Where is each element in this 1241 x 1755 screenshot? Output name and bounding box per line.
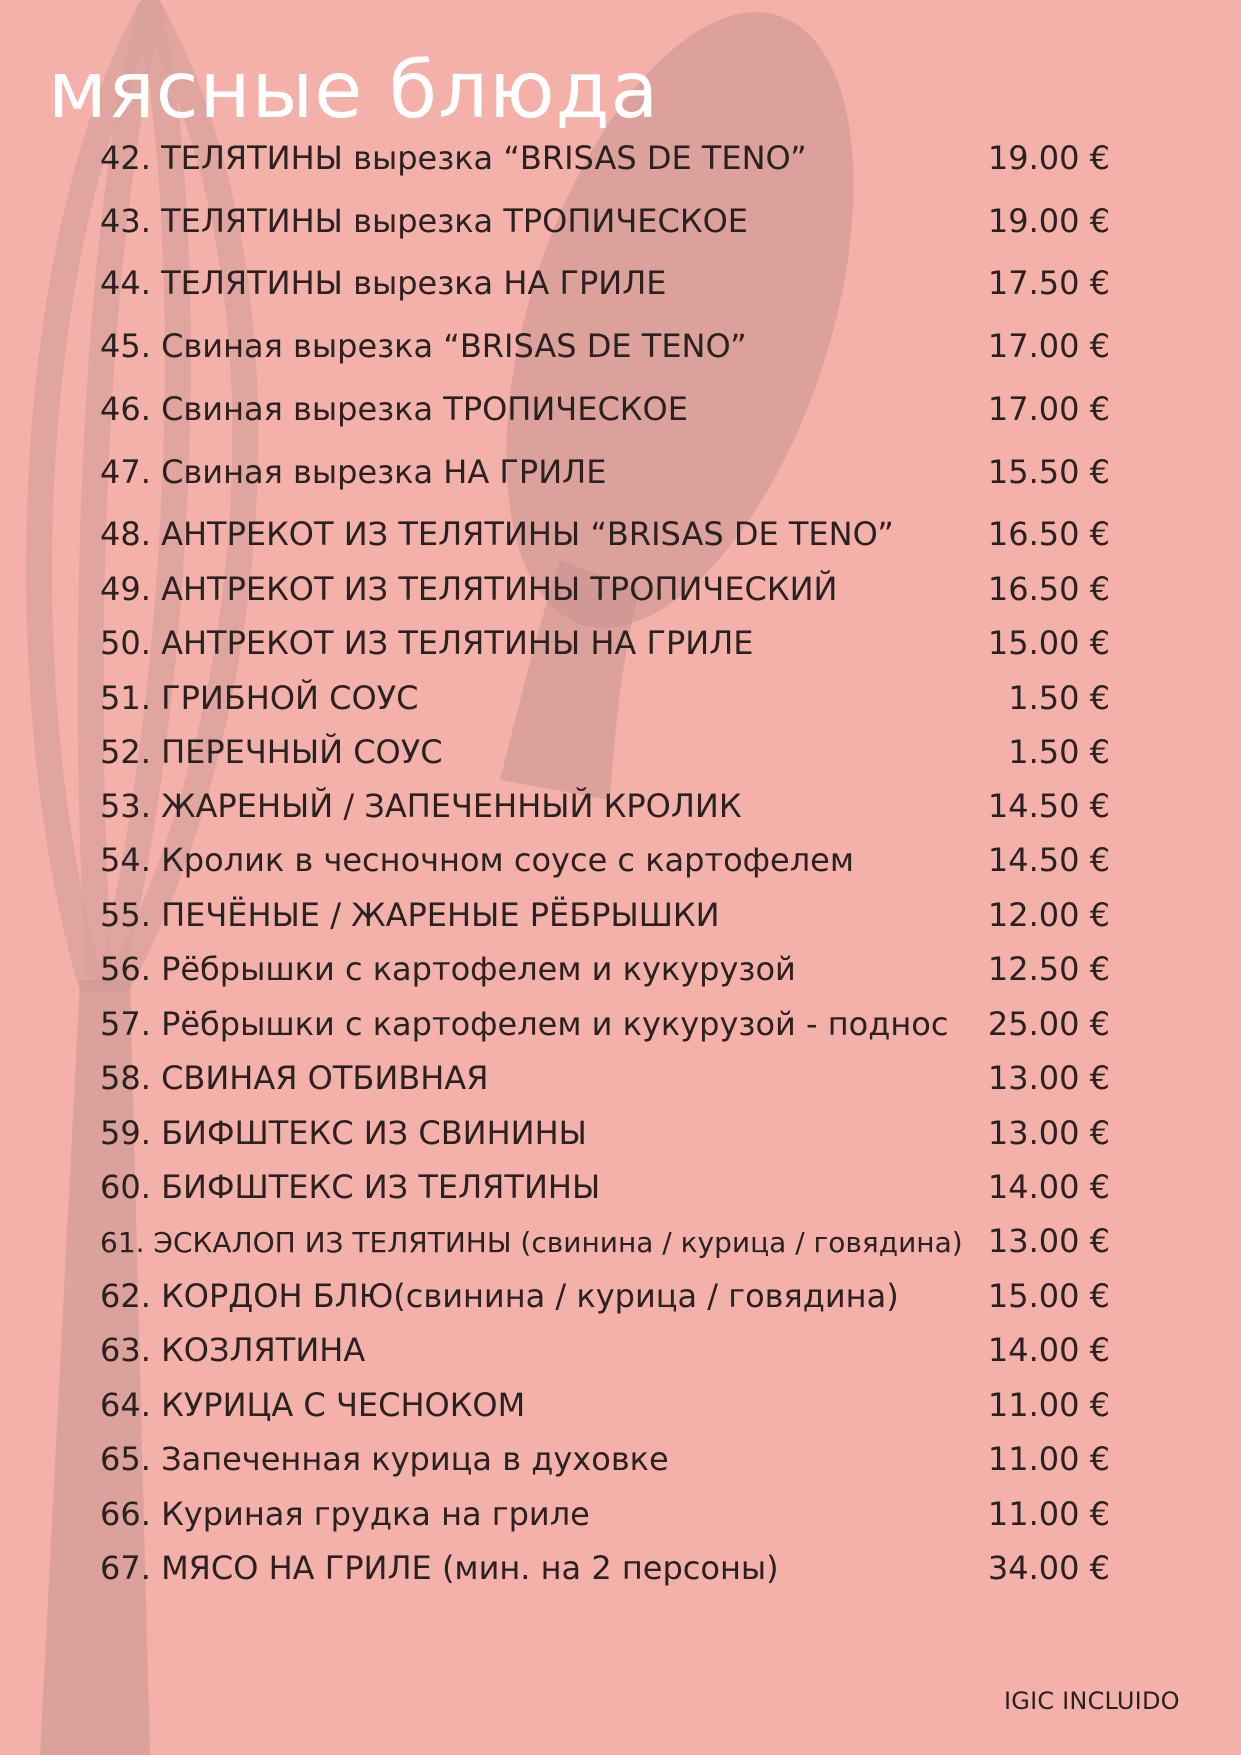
menu-item-price: 14.00 € — [987, 1168, 1110, 1206]
menu-item-name: 52. ПЕРЕЧНЫЙ СОУС — [100, 733, 443, 771]
menu-item — [100, 896, 1110, 934]
menu-item — [100, 570, 1110, 608]
menu-item — [100, 1440, 1110, 1478]
menu-item-price: 11.00 € — [987, 1440, 1110, 1478]
menu-item-name: 42. ТЕЛЯТИНЫ вырезка “BRISAS DE TENO” — [100, 139, 807, 177]
menu-item-name: 65. Запеченная курица в духовке — [100, 1440, 669, 1478]
menu-item-price: 16.50 € — [987, 570, 1110, 608]
menu-item-name: 49. АНТРЕКОТ ИЗ ТЕЛЯТИНЫ ТРОПИЧЕСКИЙ — [100, 570, 838, 608]
menu-item-price: 14.50 € — [987, 841, 1110, 879]
menu-item-price: 16.50 € — [987, 515, 1110, 553]
menu-item-price: 25.00 € — [987, 1005, 1110, 1043]
menu-item-price: 12.50 € — [987, 950, 1110, 988]
menu-item-name: 54. Кролик в чесночном соусе с картофелем — [100, 841, 854, 879]
menu-item-price: 34.00 € — [987, 1549, 1110, 1587]
menu-item — [100, 1277, 1110, 1315]
menu-item-name: 60. БИФШТЕКС ИЗ ТЕЛЯТИНЫ — [100, 1168, 601, 1206]
menu-item-name: 58. СВИНАЯ ОТБИВНАЯ — [100, 1059, 489, 1097]
menu-item — [100, 1386, 1110, 1424]
menu-item-price: 1.50 € — [1008, 733, 1110, 771]
menu-item-name: 66. Куриная грудка на гриле — [100, 1495, 590, 1533]
menu-item — [100, 139, 1110, 177]
menu-item-name: 63. КОЗЛЯТИНА — [100, 1331, 366, 1369]
menu-item-name: 57. Рёбрышки с картофелем и кукурузой - поднос — [100, 1005, 949, 1043]
menu-item-name: 51. ГРИБНОЙ СОУС — [100, 679, 419, 717]
menu-item-price: 13.00 € — [987, 1114, 1110, 1152]
menu-item-price: 15.00 € — [987, 624, 1110, 662]
menu-item-price: 15.50 € — [987, 453, 1110, 491]
menu-item-name: 67. МЯСО НА ГРИЛЕ (мин. на 2 персоны) — [100, 1549, 779, 1587]
menu-item — [100, 327, 1110, 365]
menu-item-price: 15.00 € — [987, 1277, 1110, 1315]
menu-item-name: 53. ЖАРЕНЫЙ / ЗАПЕЧЕННЫЙ КРОЛИК — [100, 787, 742, 825]
menu-item — [100, 453, 1110, 491]
menu-item — [100, 787, 1110, 825]
menu-item — [100, 679, 1110, 717]
menu-item-price: 13.00 € — [987, 1222, 1110, 1260]
menu-item — [100, 202, 1110, 240]
menu-item — [100, 264, 1110, 302]
menu-item-name: 61. ЭСКАЛОП ИЗ ТЕЛЯТИНЫ (свинина / курица / говядина) — [100, 1226, 963, 1259]
menu-item-name: 56. Рёбрышки с картофелем и кукурузой — [100, 950, 796, 988]
menu-item-name: 59. БИФШТЕКС ИЗ СВИНИНЫ — [100, 1114, 587, 1152]
menu-item — [100, 624, 1110, 662]
menu-item — [100, 1005, 1110, 1043]
menu-item — [100, 1059, 1110, 1097]
menu-item-price: 11.00 € — [987, 1386, 1110, 1424]
menu-item — [100, 1114, 1110, 1152]
menu-item-price: 17.50 € — [987, 264, 1110, 302]
menu-item-price: 19.00 € — [987, 139, 1110, 177]
menu-item-name: 46. Свиная вырезка ТРОПИЧЕСКОЕ — [100, 390, 688, 428]
menu-item-price: 17.00 € — [987, 390, 1110, 428]
menu-item-name: 47. Свиная вырезка НА ГРИЛЕ — [100, 453, 607, 491]
menu-item-name: 55. ПЕЧЁНЫЕ / ЖАРЕНЫЕ РЁБРЫШКИ — [100, 896, 720, 934]
menu-item — [100, 1222, 1110, 1260]
menu-item — [100, 841, 1110, 879]
menu-item — [100, 1168, 1110, 1206]
menu-item — [100, 1495, 1110, 1533]
menu-item — [100, 1331, 1110, 1369]
tax-note: IGIC INCLUIDO — [1004, 1687, 1180, 1715]
menu-item — [100, 950, 1110, 988]
menu-item-price: 17.00 € — [987, 327, 1110, 365]
menu-item — [100, 1549, 1110, 1587]
menu-item-name: 50. АНТРЕКОТ ИЗ ТЕЛЯТИНЫ НА ГРИЛЕ — [100, 624, 754, 662]
menu-item-price: 14.00 € — [987, 1331, 1110, 1369]
menu-item-name: 44. ТЕЛЯТИНЫ вырезка НА ГРИЛЕ — [100, 264, 667, 302]
menu-item — [100, 733, 1110, 771]
menu-item-name: 64. КУРИЦА С ЧЕСНОКОМ — [100, 1386, 526, 1424]
menu-item-name: 62. КОРДОН БЛЮ(свинина / курица / говядина) — [100, 1277, 899, 1315]
menu-item-price: 1.50 € — [1008, 679, 1110, 717]
menu-item-price: 14.50 € — [987, 787, 1110, 825]
menu-item-price: 12.00 € — [987, 896, 1110, 934]
menu-item-price: 11.00 € — [987, 1495, 1110, 1533]
page-title: мясные блюда — [48, 46, 660, 136]
menu-item — [100, 390, 1110, 428]
menu-item-price: 13.00 € — [987, 1059, 1110, 1097]
menu-item-name: 48. АНТРЕКОТ ИЗ ТЕЛЯТИНЫ “BRISAS DE TENO” — [100, 515, 894, 553]
menu-item-name: 45. Свиная вырезка “BRISAS DE TENO” — [100, 327, 747, 365]
menu-item-name: 43. ТЕЛЯТИНЫ вырезка ТРОПИЧЕСКОЕ — [100, 202, 748, 240]
menu-item — [100, 515, 1110, 553]
menu-item-price: 19.00 € — [987, 202, 1110, 240]
